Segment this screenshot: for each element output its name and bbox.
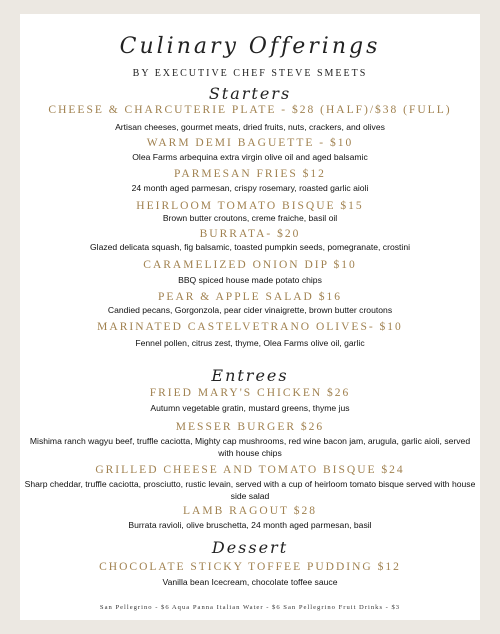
section-heading-starters: Starters	[208, 84, 292, 103]
menu-item-description: Mishima ranch wagyu beef, truffle caciotta, Mighty cap mushrooms, red wine bacon jam, arugula, garlic aioli, served with house chips	[29, 436, 471, 458]
menu-item-name: BURRATA- $20	[199, 228, 301, 240]
menu-item-name: MARINATED CASTELVETRANO OLIVES- $10	[97, 321, 403, 333]
menu-item-name: CHEESE & CHARCUTERIE PLATE - $28 (HALF)/$38 (FULL)	[48, 104, 452, 116]
menu-item-description: Fennel pollen, citrus zest, thyme, Olea Farms olive oil, garlic	[135, 338, 365, 348]
menu-item-description: Olea Farms arbequina extra virgin olive oil and aged balsamic	[132, 152, 368, 162]
menu-title: Culinary Offerings	[119, 34, 381, 59]
menu-item-description: Artisan cheeses, gourmet meats, dried fruits, nuts, crackers, and olives	[115, 122, 385, 132]
section-heading-dessert: Dessert	[211, 538, 289, 557]
menu-item-name: GRILLED CHEESE AND TOMATO BISQUE $24	[95, 464, 405, 476]
menu-item-name: PARMESAN FRIES $12	[174, 168, 326, 180]
menu-item-description: Glazed delicata squash, fig balsamic, toasted pumpkin seeds, pomegranate, crostini	[89, 242, 411, 252]
menu-page	[20, 14, 480, 620]
chef-byline: BY EXECUTIVE CHEF STEVE SMEETS	[132, 68, 368, 79]
menu-item-name: LAMB RAGOUT $28	[183, 505, 317, 517]
menu-item-description: 24 month aged parmesan, crispy rosemary, roasted garlic aioli	[131, 183, 369, 193]
menu-item-name: HEIRLOOM TOMATO BISQUE $15	[136, 200, 364, 212]
menu-item-name: WARM DEMI BAGUETTE - $10	[146, 137, 354, 149]
menu-item-description: Vanilla bean Icecream, chocolate toffee sauce	[162, 577, 338, 587]
menu-item-name: PEAR & APPLE SALAD $16	[158, 291, 342, 303]
section-heading-entrees: Entrees	[211, 366, 289, 385]
menu-item-description: Brown butter croutons, creme fraiche, basil oil	[162, 213, 338, 223]
menu-item-description: Candied pecans, Gorgonzola, pear cider vinaigrette, brown butter croutons	[107, 305, 393, 315]
menu-item-description: BBQ spiced house made potato chips	[178, 275, 322, 285]
menu-item-name: CARAMELIZED ONION DIP $10	[143, 259, 357, 271]
menu-item-name: CHOCOLATE STICKY TOFFEE PUDDING $12	[99, 561, 401, 573]
menu-item-description: Burrata ravioli, olive bruschetta, 24 month aged parmesan, basil	[128, 520, 372, 530]
menu-item-name: MESSER BURGER $26	[175, 421, 325, 433]
beverage-footer: San Pellegrino - $6 Aqua Panna Italian Water - $6 San Pellegrino Fruit Drinks - $3	[99, 604, 401, 611]
menu-item-description: Sharp cheddar, truffle caciotta, prosciutto, rustic levain, served with a cup of heirloom tomato bisque served with house side salad	[24, 479, 476, 501]
menu-item-name: FRIED MARY'S CHICKEN $26	[149, 387, 351, 399]
menu-item-description: Autumn vegetable gratin, mustard greens, thyme jus	[150, 403, 350, 413]
